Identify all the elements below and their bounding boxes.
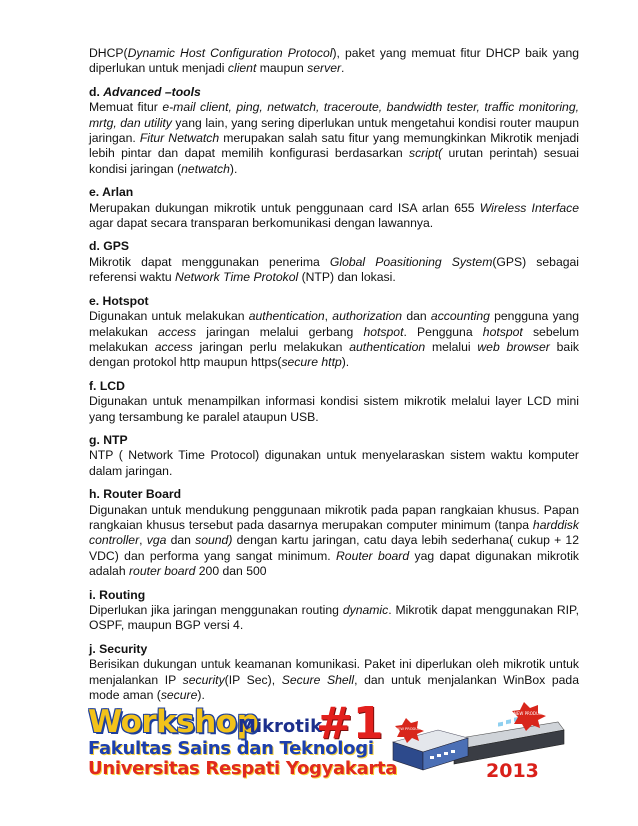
text-run: merupakan salah satu fitur yang memungkinkan Mikrotik menjadi lebih pintar dan dapat memilih konfigurasi berdasarkan	[89, 131, 579, 161]
text-run: dengan kartu jaringan, catu daya lebih sederhana( cukup + 12 VDC) dan performa yang sangat minimum.	[89, 533, 579, 563]
text-run: Digunakan untuk melakukan	[89, 309, 249, 324]
italic-term: server	[307, 61, 342, 76]
banner-subtitle: Mikrotik	[238, 716, 323, 737]
text-run: maupun	[256, 61, 308, 76]
text-run: Memuat fitur	[89, 100, 163, 115]
text-run: melalui	[425, 339, 478, 354]
section-heading-lcd	[89, 379, 579, 394]
italic-term: netwatch	[181, 161, 230, 176]
section-paragraph-ntp	[89, 448, 579, 479]
text-run: 200 dan 500	[195, 564, 267, 579]
italic-term: Fitur Netwatch	[139, 131, 220, 146]
section-heading-arlan	[89, 185, 579, 200]
banner-number: #1	[316, 698, 384, 749]
section-heading-routing	[89, 588, 579, 603]
section-paragraph-routing	[89, 603, 579, 634]
text-run: ).	[197, 688, 205, 703]
text-run: pengguna yang melakukan	[89, 309, 580, 339]
text-run: Digunakan untuk menampilkan informasi kondisi sistem mikrotik melalui layer LCD mini yang tersambung ke paralel ataupun USB.	[89, 394, 579, 424]
heading-run: g. NTP	[89, 432, 128, 447]
heading-run: Advanced –tools	[103, 84, 201, 99]
text-run: urutan perintah) sesuai kondisi jaringan (	[89, 146, 579, 176]
heading-run: d. GPS	[89, 239, 129, 254]
italic-term: accounting	[430, 309, 490, 324]
section-heading-ntp	[89, 433, 579, 448]
heading-run: h. Router Board	[89, 487, 182, 502]
text-run: ,	[324, 309, 333, 324]
text-run: ).	[341, 355, 350, 370]
text-run: . Pengguna	[403, 324, 483, 339]
text-run: Berisikan dukungan untuk keamanan komunikasi. Paket ini diperlukan oleh mikrotik untuk menjalankan IP	[89, 657, 579, 687]
text-run: ).	[229, 161, 238, 176]
italic-term: authorization	[332, 309, 403, 324]
text-run: yag dapat digunakan mikrotik adalah	[89, 548, 580, 579]
text-run: dan	[166, 533, 196, 548]
section-heading-router-board	[89, 487, 579, 502]
section-paragraph-security	[89, 657, 579, 703]
italic-term: authentication	[349, 339, 426, 354]
badge-text-2: NEW PRODUCT	[395, 727, 423, 731]
text-run: (IP Sec),	[224, 672, 282, 687]
banner-university: Universitas Respati Yogyakarta	[88, 758, 398, 779]
italic-term: access	[154, 339, 193, 354]
text-run: (GPS) sebagai referensi waktu	[89, 254, 579, 285]
italic-term: security	[182, 672, 225, 687]
italic-term: vga	[146, 533, 167, 548]
document-body	[89, 46, 579, 711]
text-run: .	[341, 61, 345, 76]
section-heading-hotspot	[89, 294, 579, 309]
heading-run: d.	[89, 84, 104, 99]
section-paragraph-hotspot	[89, 309, 579, 371]
text-run: Digunakan untuk mendukung penggunaan mikrotik pada papan rangkaian khusus. Papan rangkaian khusus tersebut pada dasarnya merupakan computer minimum (tanpa	[89, 502, 579, 532]
section-paragraph-router-board	[89, 503, 579, 580]
banner-year: 2013	[486, 760, 539, 782]
section-paragraph-arlan	[89, 201, 579, 232]
italic-term: Wireless Interface	[479, 200, 579, 215]
italic-term: e-mail client, ping, netwatch, traceroute, bandwidth tester, traffic monitoring, mrtg, dan utility	[89, 100, 579, 130]
text-run: sebelum melakukan	[89, 324, 580, 354]
section-paragraph-dhcp-tail	[89, 46, 579, 77]
section-paragraph-gps	[89, 255, 579, 286]
text-run: DHCP(	[89, 46, 128, 60]
text-run: NTP ( Network Time Protocol) digunakan untuk menyelaraskan sistem waktu komputer dalam jaringan.	[89, 448, 579, 478]
workshop-banner	[88, 700, 563, 785]
italic-term: Global Poasitioning System	[329, 254, 493, 269]
heading-run: i. Routing	[89, 587, 146, 602]
italic-term: sound)	[195, 533, 233, 548]
italic-term: client	[227, 61, 257, 76]
italic-term: web browser	[477, 339, 550, 354]
italic-term: secure http	[281, 355, 342, 370]
text-run: baik dengan protokol http maupun https(	[89, 339, 580, 370]
section-heading-security	[89, 642, 579, 657]
badge-text-1: NEW PRODUCT	[513, 711, 545, 716]
router-product-illustration	[388, 700, 566, 785]
italic-term: authentication	[248, 309, 325, 324]
text-run: (NTP) dan lokasi.	[298, 270, 396, 285]
section-heading-advanced-tools	[89, 85, 579, 100]
heading-run: e. Arlan	[89, 185, 134, 200]
text-run: jaringan perlu melakukan	[192, 339, 350, 354]
text-run: Merupakan dukungan mikrotik untuk penggunaan card ISA arlan 655	[89, 200, 480, 215]
text-run: Diperlukan jika jaringan menggunakan routing	[89, 603, 343, 617]
italic-term: Network Time Protokol	[175, 270, 299, 285]
banner-title: Workshop	[88, 704, 259, 740]
text-run: jaringan melalui gerbang	[196, 324, 364, 339]
italic-term: harddisk controller	[89, 517, 579, 548]
italic-term: router board	[128, 564, 196, 579]
text-run: yang lain, yang sering diperlukan untuk mengetahui kondisi router maupun jaringan.	[89, 115, 579, 146]
text-run: , dan untuk menjalankan WinBox pada mode aman (	[89, 672, 579, 703]
heading-run: e. Hotspot	[89, 293, 149, 308]
italic-term: script(	[408, 146, 443, 161]
text-run: ,	[139, 533, 147, 548]
italic-term: Secure Shell	[281, 672, 355, 687]
section-paragraph-lcd	[89, 394, 579, 425]
section-heading-gps	[89, 239, 579, 254]
text-run: . Mikrotik dapat menggunakan RIP, OSPF, maupun BGP versi 4.	[89, 603, 579, 633]
italic-term: hotspot	[482, 324, 523, 339]
italic-term: hotspot	[363, 324, 404, 339]
italic-term: secure	[160, 688, 198, 703]
italic-term: Dynamic Host Configuration Protocol	[127, 46, 333, 60]
text-run: agar dapat secara transparan berkomunikasi dengan lawannya.	[89, 216, 434, 231]
italic-term: access	[158, 324, 197, 339]
italic-term: dynamic	[342, 603, 389, 617]
heading-run: f. LCD	[89, 378, 125, 393]
banner-faculty: Fakultas Sains dan Teknologi	[88, 738, 374, 759]
section-paragraph-advanced-tools	[89, 100, 579, 177]
heading-run: j. Security	[89, 641, 148, 656]
text-run: Mikrotik dapat menggunakan penerima	[89, 254, 330, 269]
text-run: dan	[402, 309, 431, 324]
text-run: ), paket yang memuat fitur DHCP baik yang diperlukan untuk menjadi	[89, 46, 579, 76]
italic-term: Router board	[335, 548, 410, 563]
